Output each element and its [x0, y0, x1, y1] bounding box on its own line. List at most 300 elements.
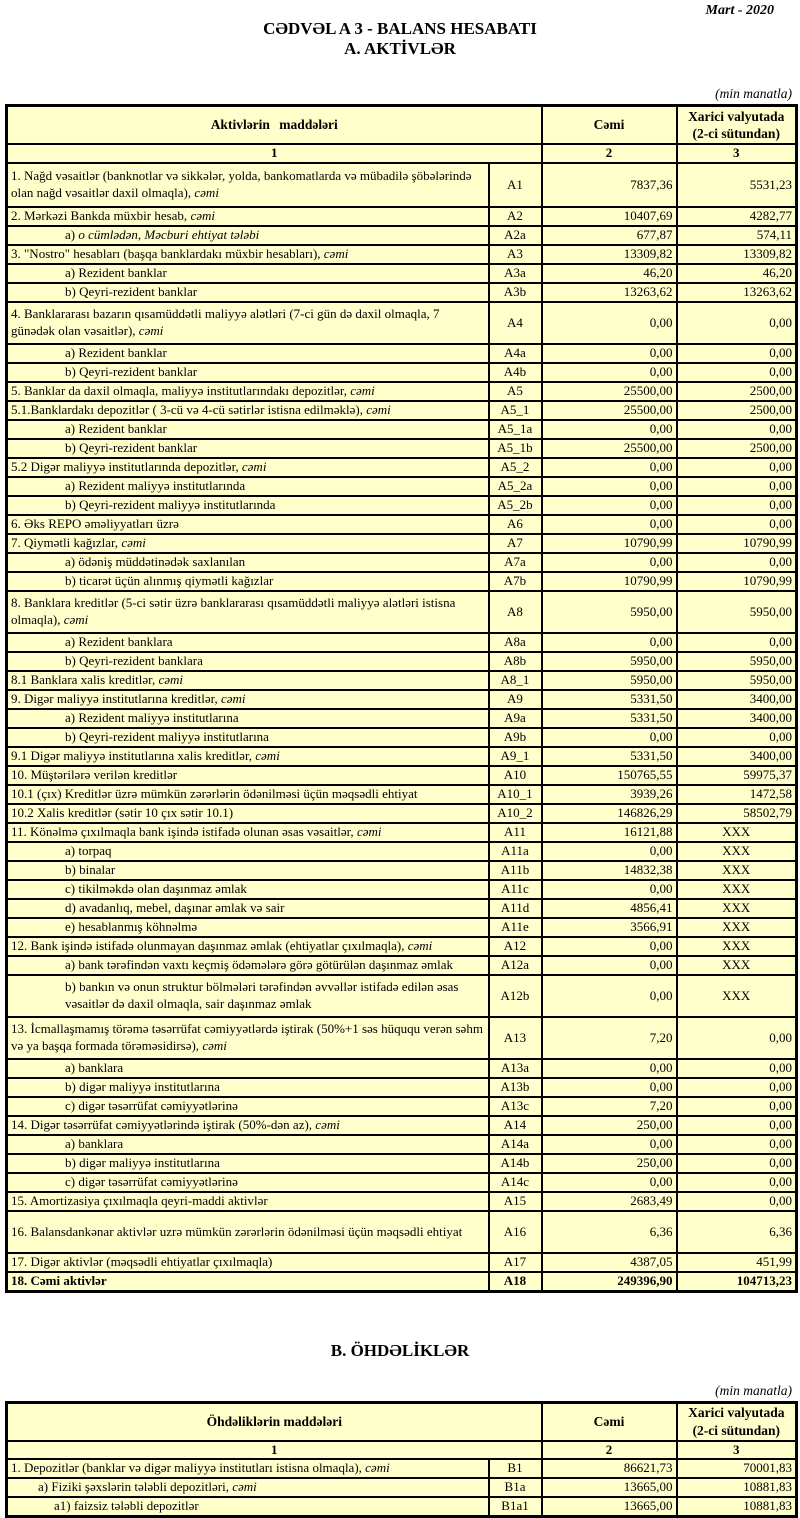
item-cell — [7, 823, 489, 842]
col-num-1: 1 — [7, 1441, 542, 1460]
item-label: b) digər maliyyə institutlarına — [65, 1079, 220, 1095]
table-row — [7, 728, 797, 747]
table-row — [7, 420, 797, 439]
total-value-cell: 7,20 — [542, 1097, 677, 1116]
item-label: 9. Digər maliyyə institutlarına kreditlər, — [11, 691, 221, 707]
code-cell: A5_2b — [489, 496, 542, 515]
item-label-italic: cəmi — [350, 383, 375, 399]
code-cell: A13b — [489, 1078, 542, 1097]
item-cell — [7, 534, 489, 553]
item-cell — [7, 207, 489, 226]
item-label: b) binalar — [65, 862, 116, 878]
total-value-cell: 25500,00 — [542, 382, 677, 401]
code-cell: A15 — [489, 1192, 542, 1211]
foreign-value-cell: XXX — [677, 937, 797, 956]
total-value-cell: 0,00 — [542, 975, 677, 1017]
code-cell: A13c — [489, 1097, 542, 1116]
total-value-cell: 0,00 — [542, 420, 677, 439]
item-cell — [7, 690, 489, 709]
code-cell: B1a — [489, 1478, 542, 1497]
code-cell: A5_1b — [489, 439, 542, 458]
item-label: 1. Nağd vəsaitlər (banknotlar və sikkələr, yolda, bankomatlarda və mübadilə şöbələrində olan nağd vəsaitlər daxil olmaqla), — [11, 168, 472, 200]
code-cell: A8_1 — [489, 671, 542, 690]
total-value-cell: 5950,00 — [542, 652, 677, 671]
unit-note-b: (min manatla) — [715, 1382, 792, 1398]
total-value-cell: 5331,50 — [542, 747, 677, 766]
total-value-cell: 677,87 — [542, 226, 677, 245]
table-row — [7, 553, 797, 572]
table-row — [7, 937, 797, 956]
code-cell: A11b — [489, 861, 542, 880]
item-label-italic: cəmi — [158, 672, 184, 688]
total-value-cell: 0,00 — [542, 728, 677, 747]
item-label: 8.1 Banklara xalis kreditlər, — [11, 672, 159, 688]
foreign-value-cell: XXX — [677, 861, 797, 880]
item-cell — [7, 163, 489, 207]
table-row — [7, 861, 797, 880]
code-cell: A9b — [489, 728, 542, 747]
code-cell: A4 — [489, 302, 542, 344]
total-value-cell: 0,00 — [542, 477, 677, 496]
item-cell — [7, 861, 489, 880]
item-cell — [7, 477, 489, 496]
foreign-value-cell: 5950,00 — [677, 671, 797, 690]
col-num-2: 2 — [542, 144, 677, 163]
table-row — [7, 1097, 797, 1116]
table-row — [7, 264, 797, 283]
foreign-column-header: Xarici valyutada (2-ci sütundan) — [677, 1402, 797, 1441]
item-label: 3. "Nostro" hesabları (başqa banklardakı müxbir hesabları), — [11, 246, 324, 262]
table-row — [7, 401, 797, 420]
foreign-value-cell: 59975,37 — [677, 766, 797, 785]
total-value-cell: 5331,50 — [542, 690, 677, 709]
item-label: b) Qeyri-rezident banklar — [65, 364, 198, 380]
foreign-value-cell: 0,00 — [677, 1116, 797, 1135]
item-label: 17. Digər aktivlər (məqsədli ehtiyatlar çıxılmaqla) — [11, 1254, 273, 1270]
item-cell — [7, 515, 489, 534]
table-row — [7, 1497, 797, 1517]
table-row — [7, 344, 797, 363]
item-label-italic: cəmi — [63, 611, 89, 627]
code-cell: A9a — [489, 709, 542, 728]
total-value-cell: 7,20 — [542, 1017, 677, 1059]
foreign-value-cell: 0,00 — [677, 496, 797, 515]
item-label: b) Qeyri-rezident banklar — [65, 284, 198, 300]
foreign-value-cell: 10881,83 — [677, 1497, 797, 1517]
total-value-cell: 13309,82 — [542, 245, 677, 264]
table-row — [7, 842, 797, 861]
foreign-value-cell: 0,00 — [677, 302, 797, 344]
code-cell: A2 — [489, 207, 542, 226]
code-cell: A8a — [489, 633, 542, 652]
table-row — [7, 1154, 797, 1173]
item-label-italic: o cümlədən, Məcburi ehtiyat tələbi — [78, 227, 260, 243]
foreign-value-cell: 2500,00 — [677, 439, 797, 458]
item-cell — [7, 709, 489, 728]
item-cell — [7, 401, 489, 420]
item-cell — [7, 728, 489, 747]
item-cell — [7, 880, 489, 899]
foreign-value-cell: 6,36 — [677, 1211, 797, 1253]
code-cell: A5_2a — [489, 477, 542, 496]
code-cell: A8 — [489, 591, 542, 633]
item-label: 10.2 Xalis kreditlər (sətir 10 çıx sətir 10.1) — [11, 805, 234, 821]
code-cell: A10_2 — [489, 804, 542, 823]
foreign-value-cell: 451,99 — [677, 1253, 797, 1272]
item-label: b) bankın və onun struktur bölmələri tərəfindən əvvəllər istifadə edilən əsas vəsaitlər də daxil olmaqla, sair daşınmaz əmlak — [65, 979, 459, 1011]
item-label-italic: cəmi — [356, 824, 382, 840]
total-value-cell: 13665,00 — [542, 1497, 677, 1517]
item-cell — [7, 439, 489, 458]
table-row — [7, 1253, 797, 1272]
total-value-cell: 0,00 — [542, 1059, 677, 1078]
item-label: 5.2 Digər maliyyə institutlarında depozitlər, — [11, 459, 242, 475]
total-value-cell: 5331,50 — [542, 709, 677, 728]
assets-numbering-row — [7, 144, 797, 163]
item-label: a) ödəniş müddətinədək saxlanılan — [65, 554, 246, 570]
total-value-cell: 0,00 — [542, 496, 677, 515]
code-cell: A10 — [489, 766, 542, 785]
item-label: a) — [65, 227, 79, 243]
foreign-value-cell: 0,00 — [677, 553, 797, 572]
code-cell: A17 — [489, 1253, 542, 1272]
code-cell: A3 — [489, 245, 542, 264]
foreign-value-cell: 0,00 — [677, 1173, 797, 1192]
total-value-cell: 4856,41 — [542, 899, 677, 918]
item-cell — [7, 1059, 489, 1078]
item-cell — [7, 975, 489, 1017]
item-cell — [7, 1478, 489, 1497]
item-label-italic: cəmi — [315, 1117, 340, 1133]
foreign-value-cell: 2500,00 — [677, 401, 797, 420]
table-row — [7, 766, 797, 785]
item-label-italic: cəmi — [220, 691, 246, 707]
code-cell: A12a — [489, 956, 542, 975]
item-cell — [7, 1192, 489, 1211]
foreign-value-cell: XXX — [677, 975, 797, 1017]
total-value-cell: 4387,05 — [542, 1253, 677, 1272]
item-cell — [7, 283, 489, 302]
foreign-value-cell: 0,00 — [677, 1017, 797, 1059]
item-label: b) Qeyri-rezident banklara — [65, 653, 203, 669]
item-label: d) avadanlıq, mebel, daşınar əmlak və sair — [65, 900, 285, 916]
total-value-cell: 0,00 — [542, 956, 677, 975]
foreign-value-cell: 0,00 — [677, 728, 797, 747]
total-value-cell: 3566,91 — [542, 918, 677, 937]
table-row — [7, 1192, 797, 1211]
item-label-italic: cəmi — [366, 402, 391, 418]
code-cell: A14c — [489, 1173, 542, 1192]
table-row — [7, 747, 797, 766]
item-label: a) Rezident maliyyə institutlarında — [65, 478, 246, 494]
item-cell — [7, 785, 489, 804]
foreign-value-cell: 5531,23 — [677, 163, 797, 207]
code-cell: A14 — [489, 1116, 542, 1135]
item-label: c) tikilməkdə olan daşınmaz əmlak — [65, 881, 247, 897]
code-cell: A9 — [489, 690, 542, 709]
table-row — [7, 1135, 797, 1154]
code-cell: A18 — [489, 1272, 542, 1292]
code-cell: A1 — [489, 163, 542, 207]
item-cell — [7, 1135, 489, 1154]
item-cell — [7, 766, 489, 785]
table-row — [7, 690, 797, 709]
item-cell — [7, 1017, 489, 1059]
total-value-cell: 3939,26 — [542, 785, 677, 804]
item-label: a) bank tərəfindən vaxtı keçmiş ödəmələrə görə götürülən daşınmaz əmlak — [65, 957, 454, 973]
code-cell: A3a — [489, 264, 542, 283]
item-cell — [7, 1097, 489, 1116]
foreign-value-cell: 2500,00 — [677, 382, 797, 401]
item-cell — [7, 591, 489, 633]
item-label: 5. Banklar da daxil olmaqla, maliyyə institutlarındakı depozitlər, — [11, 383, 351, 399]
table-row — [7, 1272, 797, 1292]
item-label-italic: cəmi — [232, 1479, 257, 1495]
table-row — [7, 709, 797, 728]
table-row — [7, 1078, 797, 1097]
item-cell — [7, 1459, 489, 1478]
total-value-cell: 13665,00 — [542, 1478, 677, 1497]
foreign-value-cell: 10881,83 — [677, 1478, 797, 1497]
foreign-value-cell: 0,00 — [677, 1154, 797, 1173]
table-row — [7, 880, 797, 899]
total-value-cell: 0,00 — [542, 363, 677, 382]
table-row — [7, 382, 797, 401]
code-cell: A3b — [489, 283, 542, 302]
item-label: 5.1.Banklardakı depozitlər ( 3-cü və 4-cü sətirlər istisna edilməklə), — [11, 402, 367, 418]
code-cell: A2a — [489, 226, 542, 245]
item-cell — [7, 245, 489, 264]
foreign-value-cell: XXX — [677, 823, 797, 842]
table-row — [7, 1478, 797, 1497]
unit-note-a: (min manatla) — [715, 86, 792, 102]
item-cell — [7, 553, 489, 572]
item-cell — [7, 652, 489, 671]
code-cell: A5_1 — [489, 401, 542, 420]
total-value-cell: 0,00 — [542, 302, 677, 344]
item-label-italic: cəmi — [138, 322, 164, 338]
total-value-cell: 86621,73 — [542, 1459, 677, 1478]
foreign-value-cell: 3400,00 — [677, 747, 797, 766]
total-value-cell: 0,00 — [542, 880, 677, 899]
table-row — [7, 226, 797, 245]
item-label: e) hesablanmış köhnəlmə — [65, 919, 198, 935]
item-label: a) Rezident banklara — [65, 634, 173, 650]
table-row — [7, 899, 797, 918]
table-row — [7, 1173, 797, 1192]
total-column-header: Cəmi — [542, 106, 677, 145]
table-row — [7, 975, 797, 1017]
total-value-cell: 0,00 — [542, 937, 677, 956]
item-cell — [7, 302, 489, 344]
item-label: c) digər təsərrüfat cəmiyyətlərinə — [65, 1174, 238, 1190]
item-cell — [7, 899, 489, 918]
item-cell — [7, 747, 489, 766]
table-row — [7, 163, 797, 207]
code-cell: A4a — [489, 344, 542, 363]
code-cell: A6 — [489, 515, 542, 534]
foreign-value-cell: 0,00 — [677, 1078, 797, 1097]
code-cell: A12b — [489, 975, 542, 1017]
liabilities-table — [5, 1401, 798, 1518]
foreign-value-cell: 0,00 — [677, 1192, 797, 1211]
item-cell — [7, 956, 489, 975]
foreign-value-cell: 10790,99 — [677, 534, 797, 553]
item-label: a) Rezident banklar — [65, 265, 167, 281]
col-num-2: 2 — [542, 1441, 677, 1460]
code-cell: A12 — [489, 937, 542, 956]
item-cell — [7, 264, 489, 283]
code-cell: A11d — [489, 899, 542, 918]
code-cell: A11c — [489, 880, 542, 899]
item-label: 10.1 (çıx) Kreditlər üzrə mümkün zərərlərin ödənilməsi üçün məqsədli ehtiyat — [11, 786, 418, 802]
foreign-value-cell: 1472,58 — [677, 785, 797, 804]
code-cell: A9_1 — [489, 747, 542, 766]
item-cell — [7, 633, 489, 652]
table-row — [7, 439, 797, 458]
item-label: 14. Digər təsərrüfat cəmiyyətlərində iştirak (50%-dən az), — [11, 1117, 316, 1133]
foreign-value-cell: XXX — [677, 956, 797, 975]
item-label: 18. Cəmi aktivlər — [11, 1273, 107, 1289]
item-label: a1) faizsiz tələbli depozitlər — [54, 1498, 199, 1514]
table-row — [7, 572, 797, 591]
page-title: CƏDVƏL A 3 - BALANS HESABATI — [263, 19, 537, 38]
foreign-value-cell: 0,00 — [677, 420, 797, 439]
item-label: 6. Əks REPO əməliyyatları üzrə — [11, 516, 179, 532]
item-label: 2. Mərkəzi Bankda müxbir hesab, — [11, 208, 191, 224]
col-num-3: 3 — [677, 1441, 797, 1460]
code-cell: A14b — [489, 1154, 542, 1173]
item-cell — [7, 458, 489, 477]
item-cell — [7, 1116, 489, 1135]
total-value-cell: 0,00 — [542, 842, 677, 861]
item-label-italic: cəmi — [190, 208, 215, 224]
item-cell — [7, 937, 489, 956]
code-cell: A14a — [489, 1135, 542, 1154]
liabilities-items-header: Öhdəliklərin maddələri — [7, 1402, 542, 1441]
item-label: 4. Banklararası bazarın qısamüddətli maliyyə alətləri (7-ci gün də daxil olmaqla, 7 günədək olan vəsaitlər), — [11, 306, 440, 338]
foreign-value-cell: 0,00 — [677, 477, 797, 496]
table-row — [7, 1116, 797, 1135]
item-label: b) Qeyri-rezident maliyyə institutlarında — [65, 497, 276, 513]
assets-table — [5, 104, 798, 1293]
item-cell — [7, 420, 489, 439]
item-label: 11. Könəlmə çıxılmaqla bank işində istifadə olunan əsas vəsaitlər, — [11, 824, 357, 840]
code-cell: A8b — [489, 652, 542, 671]
total-value-cell: 5950,00 — [542, 591, 677, 633]
item-label: 15. Amortizasiya çıxılmaqla qeyri-maddi aktivlər — [11, 1193, 268, 1209]
item-label: 16. Balansdankənar aktivlər uzrə mümkün zərərlərin ödənilməsi üçün məqsədli ehtiyat — [11, 1223, 463, 1239]
total-value-cell: 0,00 — [542, 1078, 677, 1097]
foreign-value-cell: 5950,00 — [677, 591, 797, 633]
total-value-cell: 150765,55 — [542, 766, 677, 785]
code-cell: A16 — [489, 1211, 542, 1253]
col-num-3: 3 — [677, 144, 797, 163]
total-column-header: Cəmi — [542, 1402, 677, 1441]
item-cell — [7, 1173, 489, 1192]
item-label-italic: cəmi — [323, 246, 349, 262]
foreign-value-cell: 4282,77 — [677, 207, 797, 226]
foreign-value-cell: 13309,82 — [677, 245, 797, 264]
item-cell — [7, 1253, 489, 1272]
foreign-value-cell: 0,00 — [677, 344, 797, 363]
table-row — [7, 245, 797, 264]
col-num-1: 1 — [7, 144, 542, 163]
item-label: b) ticarət üçün alınmış qiymətli kağızlar — [65, 573, 274, 589]
item-label-italic: cəmi — [365, 1460, 390, 1476]
code-cell: A4b — [489, 363, 542, 382]
item-label: a) Fiziki şəxslərin tələbli depozitləri, — [38, 1479, 233, 1495]
total-value-cell: 10790,99 — [542, 534, 677, 553]
foreign-value-cell: 104713,23 — [677, 1272, 797, 1292]
foreign-value-cell: 13263,62 — [677, 283, 797, 302]
code-cell: A10_1 — [489, 785, 542, 804]
total-value-cell: 25500,00 — [542, 401, 677, 420]
total-value-cell: 16121,88 — [542, 823, 677, 842]
total-value-cell: 7837,36 — [542, 163, 677, 207]
assets-items-header: Aktivlərin maddələri — [7, 106, 542, 145]
item-cell — [7, 804, 489, 823]
section-a-title: A. AKTİVLƏR — [344, 38, 456, 58]
total-value-cell: 13263,62 — [542, 283, 677, 302]
code-cell: B1a1 — [489, 1497, 542, 1517]
item-label-italic: cəmi — [202, 1037, 227, 1053]
table-row — [7, 363, 797, 382]
item-label: 8. Banklara kreditlər (5-ci sətir üzrə banklararası qısamüddətli maliyyə alətləri istisna olmaqla), — [11, 595, 456, 627]
table-row — [7, 1459, 797, 1478]
foreign-column-header: Xarici valyutada (2-ci sütundan) — [677, 106, 797, 145]
table-row — [7, 477, 797, 496]
item-label: 13. İcmallaşmamış törəmə təsərrüfat cəmiyyətlərdə iştirak (50%+1 səs hüququ verən səhm və ya başqa formada törəməsidirsə), — [11, 1021, 483, 1053]
item-label: a) Rezident banklar — [65, 345, 167, 361]
table-row — [7, 652, 797, 671]
table-row — [7, 1059, 797, 1078]
table-row — [7, 633, 797, 652]
table-row — [7, 918, 797, 937]
code-cell: A5 — [489, 382, 542, 401]
item-label-italic: cəmi — [121, 535, 146, 551]
item-label-italic: cəmi — [407, 938, 433, 954]
foreign-value-cell: 3400,00 — [677, 690, 797, 709]
item-label: b) Qeyri-rezident banklar — [65, 440, 198, 456]
table-row — [7, 1017, 797, 1059]
total-value-cell: 0,00 — [542, 515, 677, 534]
foreign-value-cell: 574,11 — [677, 226, 797, 245]
liabilities-header-row — [7, 1402, 797, 1441]
table-row — [7, 591, 797, 633]
code-cell: A13 — [489, 1017, 542, 1059]
code-cell: A5_1a — [489, 420, 542, 439]
code-cell: A7 — [489, 534, 542, 553]
item-label-italic: cəmi — [241, 459, 267, 475]
item-label: c) digər təsərrüfat cəmiyyətlərinə — [65, 1098, 238, 1114]
item-cell — [7, 496, 489, 515]
table-row — [7, 207, 797, 226]
item-cell — [7, 363, 489, 382]
foreign-value-cell: XXX — [677, 880, 797, 899]
table-row — [7, 458, 797, 477]
total-value-cell: 5950,00 — [542, 671, 677, 690]
item-cell — [7, 382, 489, 401]
total-value-cell: 0,00 — [542, 344, 677, 363]
item-label: 1. Depozitlər (banklar və digər maliyyə institutları istisna olmaqla), — [11, 1460, 366, 1476]
foreign-value-cell: 0,00 — [677, 515, 797, 534]
table-row — [7, 283, 797, 302]
total-value-cell: 14832,38 — [542, 861, 677, 880]
foreign-value-cell: 5950,00 — [677, 652, 797, 671]
item-label-italic: cəmi — [194, 184, 219, 200]
code-cell: B1 — [489, 1459, 542, 1478]
